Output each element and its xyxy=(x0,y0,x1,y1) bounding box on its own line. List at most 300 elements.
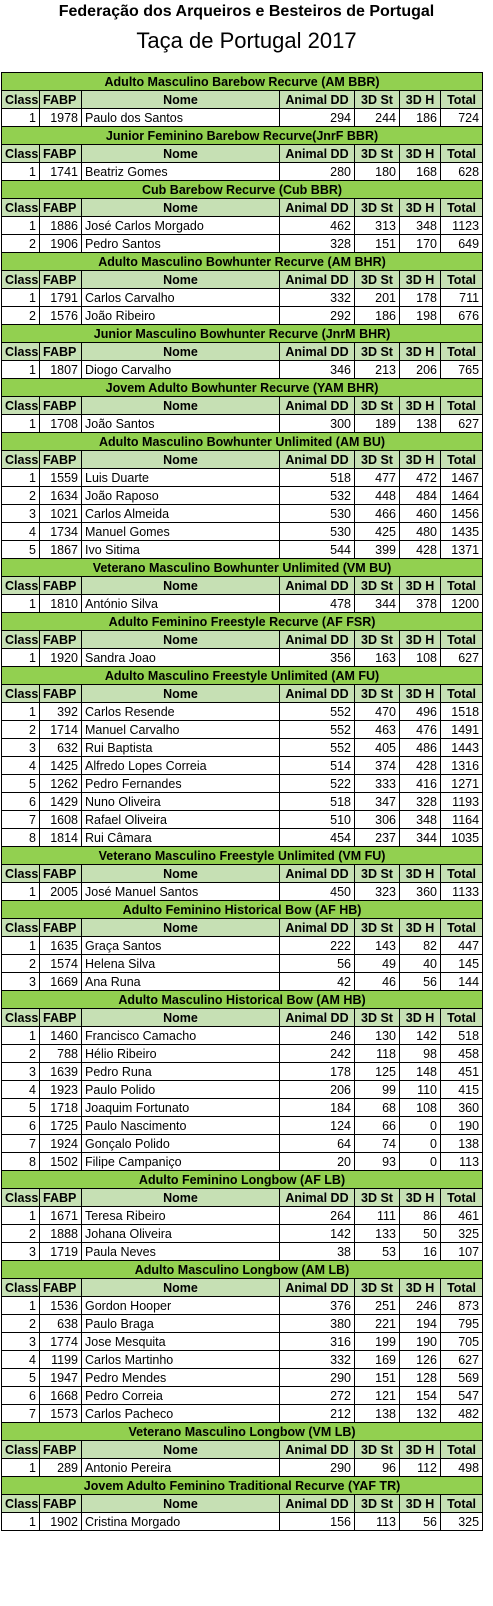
column-header-row xyxy=(2,1279,483,1297)
cell-class: 3 xyxy=(2,973,40,991)
cell-3d-h: 486 xyxy=(400,739,441,757)
column-header-class: Class xyxy=(2,1279,40,1297)
cell-class: 1 xyxy=(2,1027,40,1045)
column-header-total: Total xyxy=(441,919,483,937)
column-header-total: Total xyxy=(441,91,483,109)
cell-3d-st: 237 xyxy=(355,829,400,847)
column-header-row xyxy=(2,199,483,217)
column-header-total: Total xyxy=(441,685,483,703)
cell-nome: Antonio Pereira xyxy=(82,1459,280,1477)
cell-fabp: 1460 xyxy=(40,1027,82,1045)
table-row xyxy=(2,1153,483,1171)
cell-nome: José Manuel Santos xyxy=(82,883,280,901)
cell-fabp: 638 xyxy=(40,1315,82,1333)
column-header-class: Class xyxy=(2,397,40,415)
cell-fabp: 1671 xyxy=(40,1207,82,1225)
column-header-3d-h: 3D H xyxy=(400,1279,441,1297)
cell-nome: Carlos Martinho xyxy=(82,1351,280,1369)
cell-total: 649 xyxy=(441,235,483,253)
column-header-3d-st: 3D St xyxy=(355,1495,400,1513)
cell-fabp: 788 xyxy=(40,1045,82,1063)
cell-total: 190 xyxy=(441,1117,483,1135)
category-title-row xyxy=(2,253,483,271)
cell-nome: Carlos Almeida xyxy=(82,505,280,523)
cell-fabp: 1924 xyxy=(40,1135,82,1153)
table-row xyxy=(2,163,483,181)
category-title-row xyxy=(2,559,483,577)
cell-animal-dd: 522 xyxy=(280,775,355,793)
cell-3d-h: 0 xyxy=(400,1153,441,1171)
table-row xyxy=(2,1369,483,1387)
cell-3d-h: 132 xyxy=(400,1405,441,1423)
column-header-fabp: FABP xyxy=(40,91,82,109)
category-title-row xyxy=(2,847,483,865)
cell-class: 2 xyxy=(2,1045,40,1063)
column-header-nome: Nome xyxy=(82,343,280,361)
table-row xyxy=(2,1045,483,1063)
cell-3d-st: 74 xyxy=(355,1135,400,1153)
cell-3d-h: 348 xyxy=(400,217,441,235)
column-header-fabp: FABP xyxy=(40,631,82,649)
category-title-row xyxy=(2,1261,483,1279)
cell-nome: Filipe Campaniço xyxy=(82,1153,280,1171)
table-row xyxy=(2,1387,483,1405)
cell-fabp: 289 xyxy=(40,1459,82,1477)
cell-animal-dd: 246 xyxy=(280,1027,355,1045)
cell-3d-st: 405 xyxy=(355,739,400,757)
cell-animal-dd: 346 xyxy=(280,361,355,379)
column-header-class: Class xyxy=(2,685,40,703)
category-title-row xyxy=(2,1171,483,1189)
column-header-3d-h: 3D H xyxy=(400,1189,441,1207)
column-header-nome: Nome xyxy=(82,271,280,289)
column-header-class: Class xyxy=(2,271,40,289)
column-header-3d-h: 3D H xyxy=(400,199,441,217)
cell-animal-dd: 280 xyxy=(280,163,355,181)
cell-total: 518 xyxy=(441,1027,483,1045)
cell-3d-st: 333 xyxy=(355,775,400,793)
column-header-row xyxy=(2,271,483,289)
table-row xyxy=(2,109,483,127)
cell-total: 498 xyxy=(441,1459,483,1477)
column-header-nome: Nome xyxy=(82,1189,280,1207)
column-header-fabp: FABP xyxy=(40,1279,82,1297)
cell-animal-dd: 332 xyxy=(280,289,355,307)
cell-nome: Pedro Runa xyxy=(82,1063,280,1081)
cell-nome: Pedro Santos xyxy=(82,235,280,253)
cell-3d-st: 53 xyxy=(355,1243,400,1261)
cell-3d-h: 82 xyxy=(400,937,441,955)
cell-3d-st: 201 xyxy=(355,289,400,307)
column-header-nome: Nome xyxy=(82,685,280,703)
cell-total: 482 xyxy=(441,1405,483,1423)
column-header-fabp: FABP xyxy=(40,1441,82,1459)
cell-total: 1456 xyxy=(441,505,483,523)
column-header-row xyxy=(2,1009,483,1027)
cell-3d-st: 463 xyxy=(355,721,400,739)
cell-class: 2 xyxy=(2,235,40,253)
cell-animal-dd: 42 xyxy=(280,973,355,991)
cell-fabp: 1502 xyxy=(40,1153,82,1171)
cell-fabp: 1608 xyxy=(40,811,82,829)
cell-3d-h: 190 xyxy=(400,1333,441,1351)
cell-3d-h: 460 xyxy=(400,505,441,523)
cell-class: 2 xyxy=(2,307,40,325)
cell-animal-dd: 184 xyxy=(280,1099,355,1117)
cell-animal-dd: 478 xyxy=(280,595,355,613)
cell-total: 447 xyxy=(441,937,483,955)
cell-nome: João Ribeiro xyxy=(82,307,280,325)
cell-3d-h: 108 xyxy=(400,649,441,667)
cell-fabp: 1978 xyxy=(40,109,82,127)
column-header-animal-dd: Animal DD xyxy=(280,145,355,163)
column-header-class: Class xyxy=(2,199,40,217)
category-title: Adulto Masculino Historical Bow (AM HB) xyxy=(2,991,483,1009)
cell-total: 145 xyxy=(441,955,483,973)
column-header-fabp: FABP xyxy=(40,1189,82,1207)
cell-3d-h: 246 xyxy=(400,1297,441,1315)
table-row xyxy=(2,1207,483,1225)
cell-total: 325 xyxy=(441,1225,483,1243)
cell-animal-dd: 212 xyxy=(280,1405,355,1423)
cell-total: 1443 xyxy=(441,739,483,757)
column-header-fabp: FABP xyxy=(40,1009,82,1027)
cell-fabp: 1573 xyxy=(40,1405,82,1423)
cell-animal-dd: 530 xyxy=(280,523,355,541)
column-header-3d-st: 3D St xyxy=(355,1441,400,1459)
cell-total: 676 xyxy=(441,307,483,325)
cell-animal-dd: 142 xyxy=(280,1225,355,1243)
cell-3d-h: 476 xyxy=(400,721,441,739)
cell-3d-h: 328 xyxy=(400,793,441,811)
category-title: Adulto Masculino Freestyle Unlimited (AM FU) xyxy=(2,667,483,685)
cell-total: 138 xyxy=(441,1135,483,1153)
cell-animal-dd: 290 xyxy=(280,1369,355,1387)
column-header-class: Class xyxy=(2,577,40,595)
cell-nome: Teresa Ribeiro xyxy=(82,1207,280,1225)
cell-fabp: 1536 xyxy=(40,1297,82,1315)
cell-fabp: 1734 xyxy=(40,523,82,541)
cell-3d-st: 130 xyxy=(355,1027,400,1045)
cell-class: 5 xyxy=(2,1099,40,1117)
cell-class: 4 xyxy=(2,1081,40,1099)
cell-3d-h: 98 xyxy=(400,1045,441,1063)
cell-3d-st: 425 xyxy=(355,523,400,541)
cell-fabp: 1576 xyxy=(40,307,82,325)
cell-nome: Francisco Camacho xyxy=(82,1027,280,1045)
cell-3d-st: 186 xyxy=(355,307,400,325)
cell-3d-h: 378 xyxy=(400,595,441,613)
table-row xyxy=(2,1297,483,1315)
cell-total: 325 xyxy=(441,1513,483,1531)
table-row xyxy=(2,721,483,739)
cell-fabp: 1559 xyxy=(40,469,82,487)
cell-3d-st: 213 xyxy=(355,361,400,379)
column-header-class: Class xyxy=(2,1009,40,1027)
cell-total: 1435 xyxy=(441,523,483,541)
cell-3d-st: 111 xyxy=(355,1207,400,1225)
cell-fabp: 1725 xyxy=(40,1117,82,1135)
table-row xyxy=(2,1315,483,1333)
column-header-3d-st: 3D St xyxy=(355,1189,400,1207)
column-header-total: Total xyxy=(441,1009,483,1027)
cell-3d-h: 0 xyxy=(400,1117,441,1135)
cell-class: 1 xyxy=(2,469,40,487)
column-header-class: Class xyxy=(2,343,40,361)
column-header-row xyxy=(2,397,483,415)
column-header-fabp: FABP xyxy=(40,865,82,883)
cell-3d-st: 323 xyxy=(355,883,400,901)
cell-fabp: 1920 xyxy=(40,649,82,667)
cell-total: 1491 xyxy=(441,721,483,739)
category-title: Cub Barebow Recurve (Cub BBR) xyxy=(2,181,483,199)
cell-nome: Ivo Sitima xyxy=(82,541,280,559)
column-header-total: Total xyxy=(441,1495,483,1513)
column-header-3d-st: 3D St xyxy=(355,91,400,109)
column-header-total: Total xyxy=(441,271,483,289)
cell-fabp: 1886 xyxy=(40,217,82,235)
cell-nome: Carlos Pacheco xyxy=(82,1405,280,1423)
column-header-3d-h: 3D H xyxy=(400,577,441,595)
event-title: Taça de Portugal 2017 xyxy=(136,28,357,53)
cell-total: 458 xyxy=(441,1045,483,1063)
cell-3d-st: 251 xyxy=(355,1297,400,1315)
cell-fabp: 1425 xyxy=(40,757,82,775)
cell-class: 4 xyxy=(2,757,40,775)
column-header-row xyxy=(2,631,483,649)
cell-3d-st: 138 xyxy=(355,1405,400,1423)
cell-fabp: 1947 xyxy=(40,1369,82,1387)
cell-animal-dd: 552 xyxy=(280,703,355,721)
column-header-3d-h: 3D H xyxy=(400,919,441,937)
cell-fabp: 1021 xyxy=(40,505,82,523)
cell-nome: Paulo dos Santos xyxy=(82,109,280,127)
table-row xyxy=(2,1333,483,1351)
cell-total: 795 xyxy=(441,1315,483,1333)
column-header-row xyxy=(2,451,483,469)
column-header-animal-dd: Animal DD xyxy=(280,1495,355,1513)
category-title-row xyxy=(2,613,483,631)
cell-3d-st: 46 xyxy=(355,973,400,991)
cell-3d-h: 484 xyxy=(400,487,441,505)
column-header-total: Total xyxy=(441,451,483,469)
cell-total: 107 xyxy=(441,1243,483,1261)
column-header-3d-h: 3D H xyxy=(400,397,441,415)
cell-3d-st: 199 xyxy=(355,1333,400,1351)
column-header-animal-dd: Animal DD xyxy=(280,199,355,217)
column-header-nome: Nome xyxy=(82,91,280,109)
table-row xyxy=(2,973,483,991)
cell-total: 1464 xyxy=(441,487,483,505)
table-row xyxy=(2,775,483,793)
column-header-nome: Nome xyxy=(82,397,280,415)
column-header-class: Class xyxy=(2,91,40,109)
column-header-nome: Nome xyxy=(82,865,280,883)
cell-class: 1 xyxy=(2,109,40,127)
cell-total: 724 xyxy=(441,109,483,127)
column-header-animal-dd: Animal DD xyxy=(280,919,355,937)
column-header-nome: Nome xyxy=(82,1495,280,1513)
table-row xyxy=(2,793,483,811)
cell-3d-st: 68 xyxy=(355,1099,400,1117)
cell-3d-h: 128 xyxy=(400,1369,441,1387)
cell-3d-st: 313 xyxy=(355,217,400,235)
cell-total: 711 xyxy=(441,289,483,307)
cell-animal-dd: 178 xyxy=(280,1063,355,1081)
category-title: Adulto Masculino Longbow (AM LB) xyxy=(2,1261,483,1279)
column-header-total: Total xyxy=(441,343,483,361)
category-title-row xyxy=(2,1423,483,1441)
cell-nome: Manuel Gomes xyxy=(82,523,280,541)
column-header-fabp: FABP xyxy=(40,271,82,289)
table-row xyxy=(2,307,483,325)
cell-class: 8 xyxy=(2,829,40,847)
cell-nome: João Santos xyxy=(82,415,280,433)
cell-class: 1 xyxy=(2,883,40,901)
cell-nome: Beatriz Gomes xyxy=(82,163,280,181)
cell-3d-st: 477 xyxy=(355,469,400,487)
cell-nome: Ana Runa xyxy=(82,973,280,991)
cell-animal-dd: 510 xyxy=(280,811,355,829)
cell-class: 3 xyxy=(2,739,40,757)
cell-total: 1371 xyxy=(441,541,483,559)
cell-nome: Pedro Fernandes xyxy=(82,775,280,793)
cell-3d-h: 112 xyxy=(400,1459,441,1477)
column-header-class: Class xyxy=(2,451,40,469)
column-header-animal-dd: Animal DD xyxy=(280,343,355,361)
column-header-row xyxy=(2,577,483,595)
cell-fabp: 1791 xyxy=(40,289,82,307)
column-header-animal-dd: Animal DD xyxy=(280,1009,355,1027)
cell-class: 5 xyxy=(2,775,40,793)
column-header-3d-h: 3D H xyxy=(400,451,441,469)
column-header-3d-st: 3D St xyxy=(355,685,400,703)
cell-nome: Gonçalo Polido xyxy=(82,1135,280,1153)
column-header-nome: Nome xyxy=(82,451,280,469)
cell-total: 1316 xyxy=(441,757,483,775)
table-row xyxy=(2,703,483,721)
table-row xyxy=(2,1081,483,1099)
cell-animal-dd: 552 xyxy=(280,739,355,757)
cell-nome: Graça Santos xyxy=(82,937,280,955)
cell-animal-dd: 332 xyxy=(280,1351,355,1369)
cell-total: 1518 xyxy=(441,703,483,721)
cell-3d-h: 344 xyxy=(400,829,441,847)
cell-animal-dd: 272 xyxy=(280,1387,355,1405)
cell-total: 627 xyxy=(441,649,483,667)
cell-class: 6 xyxy=(2,1387,40,1405)
column-header-3d-h: 3D H xyxy=(400,1495,441,1513)
column-header-animal-dd: Animal DD xyxy=(280,577,355,595)
cell-3d-st: 180 xyxy=(355,163,400,181)
cell-nome: Hélio Ribeiro xyxy=(82,1045,280,1063)
cell-total: 1164 xyxy=(441,811,483,829)
cell-fabp: 1814 xyxy=(40,829,82,847)
column-header-3d-h: 3D H xyxy=(400,865,441,883)
column-header-3d-st: 3D St xyxy=(355,865,400,883)
cell-nome: Helena Silva xyxy=(82,955,280,973)
cell-nome: Gordon Hooper xyxy=(82,1297,280,1315)
cell-class: 2 xyxy=(2,1225,40,1243)
column-header-3d-st: 3D St xyxy=(355,343,400,361)
column-header-class: Class xyxy=(2,631,40,649)
table-row xyxy=(2,1099,483,1117)
cell-3d-st: 470 xyxy=(355,703,400,721)
cell-total: 1193 xyxy=(441,793,483,811)
column-header-animal-dd: Animal DD xyxy=(280,271,355,289)
cell-fabp: 1639 xyxy=(40,1063,82,1081)
cell-class: 6 xyxy=(2,793,40,811)
cell-animal-dd: 380 xyxy=(280,1315,355,1333)
table-row xyxy=(2,1135,483,1153)
cell-3d-st: 125 xyxy=(355,1063,400,1081)
column-header-3d-h: 3D H xyxy=(400,631,441,649)
cell-fabp: 1429 xyxy=(40,793,82,811)
table-row xyxy=(2,1405,483,1423)
table-row xyxy=(2,811,483,829)
cell-3d-st: 133 xyxy=(355,1225,400,1243)
cell-3d-st: 169 xyxy=(355,1351,400,1369)
column-header-animal-dd: Animal DD xyxy=(280,685,355,703)
column-header-3d-h: 3D H xyxy=(400,1441,441,1459)
cell-fabp: 1774 xyxy=(40,1333,82,1351)
table-row xyxy=(2,1459,483,1477)
cell-3d-st: 306 xyxy=(355,811,400,829)
table-row xyxy=(2,1117,483,1135)
column-header-fabp: FABP xyxy=(40,451,82,469)
cell-fabp: 1923 xyxy=(40,1081,82,1099)
cell-total: 569 xyxy=(441,1369,483,1387)
cell-total: 873 xyxy=(441,1297,483,1315)
cell-3d-st: 93 xyxy=(355,1153,400,1171)
cell-animal-dd: 38 xyxy=(280,1243,355,1261)
cell-total: 1133 xyxy=(441,883,483,901)
results-table xyxy=(1,72,483,1531)
cell-class: 1 xyxy=(2,703,40,721)
column-header-fabp: FABP xyxy=(40,199,82,217)
cell-3d-h: 154 xyxy=(400,1387,441,1405)
cell-nome: Paula Neves xyxy=(82,1243,280,1261)
column-header-class: Class xyxy=(2,145,40,163)
cell-class: 2 xyxy=(2,1315,40,1333)
cell-3d-h: 360 xyxy=(400,883,441,901)
cell-nome: Pedro Correia xyxy=(82,1387,280,1405)
cell-3d-h: 428 xyxy=(400,757,441,775)
column-header-nome: Nome xyxy=(82,145,280,163)
table-row xyxy=(2,829,483,847)
cell-total: 1467 xyxy=(441,469,483,487)
cell-class: 1 xyxy=(2,361,40,379)
cell-animal-dd: 264 xyxy=(280,1207,355,1225)
cell-animal-dd: 292 xyxy=(280,307,355,325)
cell-class: 3 xyxy=(2,1063,40,1081)
cell-class: 1 xyxy=(2,163,40,181)
column-header-nome: Nome xyxy=(82,631,280,649)
cell-animal-dd: 222 xyxy=(280,937,355,955)
cell-3d-h: 178 xyxy=(400,289,441,307)
category-title-row xyxy=(2,181,483,199)
table-row xyxy=(2,1027,483,1045)
category-title-row xyxy=(2,379,483,397)
cell-fabp: 1719 xyxy=(40,1243,82,1261)
category-title: Jovem Adulto Feminino Traditional Recurve (YAF TR) xyxy=(2,1477,483,1495)
cell-3d-h: 496 xyxy=(400,703,441,721)
cell-3d-h: 428 xyxy=(400,541,441,559)
column-header-total: Total xyxy=(441,577,483,595)
cell-3d-h: 198 xyxy=(400,307,441,325)
cell-nome: Luis Duarte xyxy=(82,469,280,487)
cell-animal-dd: 376 xyxy=(280,1297,355,1315)
